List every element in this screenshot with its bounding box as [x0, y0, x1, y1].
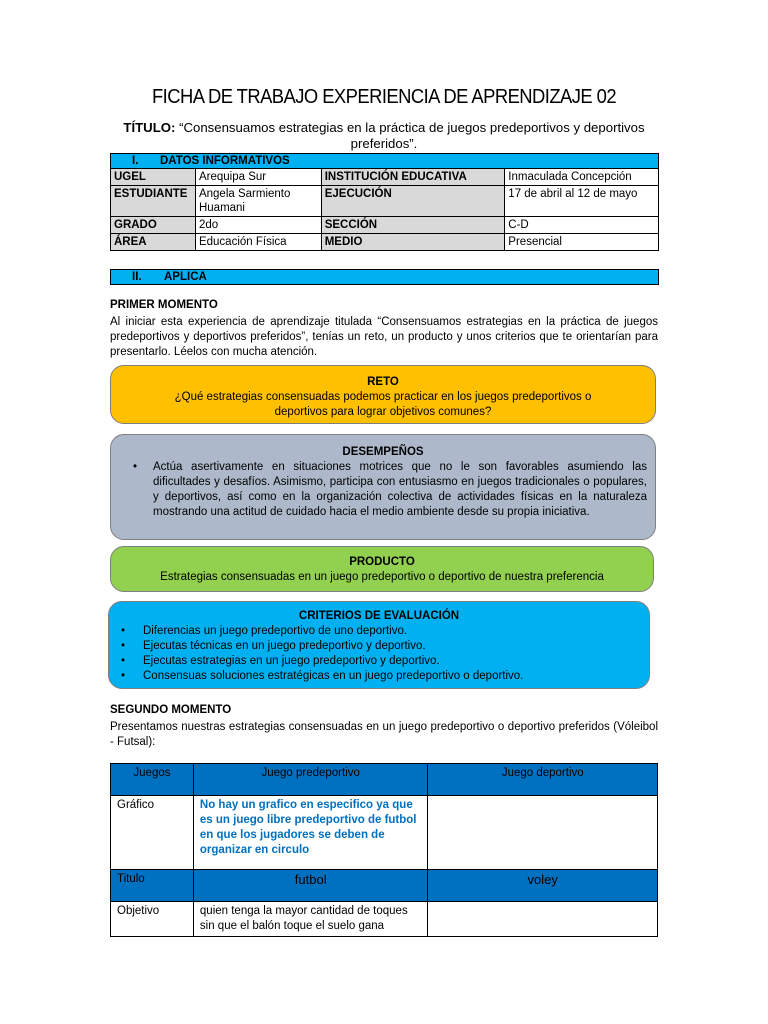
row-label: Objetivo: [111, 902, 194, 937]
producto-text: Estrategias consensuadas en un juego predeportivo o deportivo de nuestra preferencia: [160, 571, 604, 583]
cell-value: Angela Sarmiento Huamani: [195, 186, 321, 217]
cell-label: ÁREA: [111, 234, 196, 251]
document-subtitle: [118, 120, 650, 152]
cell-label: EJECUCIÓN: [321, 186, 505, 217]
header-cell: Juego deportivo: [428, 764, 658, 796]
datos-informativos-table: [110, 153, 659, 251]
header-cell: Juegos: [111, 764, 194, 796]
table-row: [111, 902, 658, 937]
reto-title: RETO: [367, 376, 399, 388]
primer-momento-text: Al iniciar esta experiencia de aprendizaje titulada “Consensuamos estrategias en la práctica de juegos predeportivos y deportivos preferidos”, tenías un reto, un producto y unos criterios que te orientarían para presentarlo. Léelos con mucha atención.: [110, 316, 658, 358]
titulo-deportivo: voley: [428, 870, 658, 902]
subtitle-label: TÍTULO:: [123, 120, 176, 135]
cell-value: 17 de abril al 12 de mayo: [505, 186, 659, 217]
desempenos-list: [121, 460, 655, 520]
header-cell: Juego predeportivo: [193, 764, 428, 796]
list-item: • Ejecutas técnicas en un juego predeportivo y deportivo.: [109, 639, 649, 654]
desempenos-title: DESEMPEÑOS: [342, 446, 424, 458]
objetivo-predeportivo: quien tenga la mayor cantidad de toques sin que el balón toque el suelo gana: [193, 902, 428, 937]
grafico-predeportivo: No hay un grafico en especifico ya que es un juego libre predeportivo de futbol en que los jugadores se deben de organizar en circulo: [193, 796, 428, 870]
cell-label: INSTITUCIÓN EDUCATIVA: [321, 169, 505, 186]
row-label: Titulo: [111, 870, 194, 902]
segundo-momento-text: Presentamos nuestras estrategias consensuadas en un juego predeportivo o deportivo preferidos (Vóleibol - Futsal):: [110, 721, 658, 748]
cell-label: GRADO: [111, 217, 196, 234]
criterios-title: CRITERIOS DE EVALUACIÓN: [298, 610, 460, 622]
row-label: Gráfico: [111, 796, 194, 870]
list-item: • Actúa asertivamente en situaciones motrices que no le son favorables asumiendo las dificultades y desafíos. Asimismo, participa con entusiasmo en juegos tradicionales o populares, y deportivos, así como en la organización colectiva de actividades físicas en la naturaleza mostrando una actitud de cuidado hacia el medio ambiente desde su propia iniciativa.: [121, 460, 647, 520]
list-item: • Diferencias un juego predeportivo de uno deportivo.: [109, 624, 649, 639]
table-row: [111, 796, 658, 870]
list-item: • Consensuas soluciones estratégicas en un juego predeportivo o deportivo.: [109, 669, 649, 684]
reto-box: [110, 365, 656, 424]
cell-label: SECCIÓN: [321, 217, 505, 234]
producto-box: [110, 546, 654, 592]
cell-value: Inmaculada Concepción: [505, 169, 659, 186]
grafico-deportivo: [428, 796, 658, 870]
table-row: [111, 234, 659, 251]
criterios-list: [109, 624, 649, 684]
aplica-label: APLICA: [164, 271, 207, 283]
cell-value: 2do: [195, 217, 321, 234]
aplica-section-bar: [110, 269, 659, 285]
page-title: FICHA DE TRABAJO EXPERIENCIA DE APRENDIZAJE 02: [151, 86, 617, 108]
desempenos-box: [110, 434, 656, 540]
datos-header-label: DATOS INFORMATIVOS: [160, 155, 290, 167]
table-row: [111, 186, 659, 217]
datos-header-num: I.: [132, 155, 139, 167]
segundo-momento-heading: SEGUNDO MOMENTO: [110, 704, 232, 716]
objetivo-deportivo: [428, 902, 658, 937]
cell-value: C-D: [505, 217, 659, 234]
juegos-header-row: [111, 764, 658, 796]
aplica-num: II.: [132, 271, 142, 283]
titulo-predeportivo: futbol: [193, 870, 428, 902]
juegos-table: [110, 763, 658, 937]
cell-value: Educación Física: [195, 234, 321, 251]
reto-text: ¿Qué estrategias consensuadas podemos practicar en los juegos predeportivos o deportivos para lograr objetivos comunes?: [174, 391, 592, 418]
datos-header-row: [111, 154, 659, 169]
cell-value: Presencial: [505, 234, 659, 251]
criterios-box: [108, 601, 650, 689]
cell-label: MEDIO: [321, 234, 505, 251]
table-row: [111, 169, 659, 186]
table-row: [111, 217, 659, 234]
list-item: • Ejecutas estrategias en un juego predeportivo y deportivo.: [109, 654, 649, 669]
cell-label: ESTUDIANTE: [111, 186, 196, 217]
table-row: [111, 870, 658, 902]
producto-title: PRODUCTO: [349, 556, 415, 568]
cell-label: UGEL: [111, 169, 196, 186]
primer-momento-heading: PRIMER MOMENTO: [110, 299, 218, 311]
subtitle-text: “Consensuamos estrategias en la práctica de juegos predeportivos y deportivos preferidos”.: [175, 120, 645, 151]
cell-value: Arequipa Sur: [195, 169, 321, 186]
